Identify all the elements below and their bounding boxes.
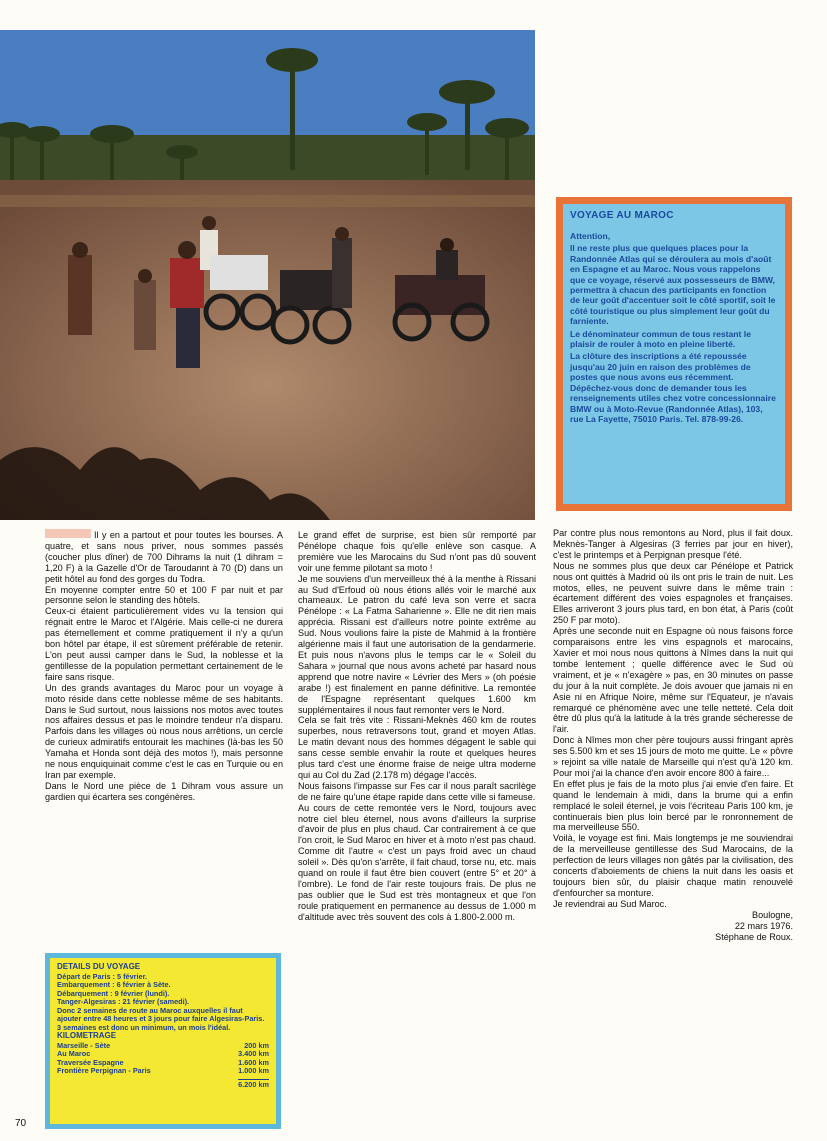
- details-line: Débarquement : 9 février (lundi).: [57, 988, 170, 998]
- details-line: Tanger-Algesiras : 21 février (samedi).: [57, 997, 190, 1006]
- photo-illustration: [0, 30, 535, 520]
- desert-ground: [0, 180, 535, 520]
- article-paragraph: Le grand effet de surprise, est bien sûr remporté par Pénélope chaque fois qu'elle enlève son casque. A première vue les Marocains du Sud n'ont pas dû souvent voir une femme pilotant sa moto !: [298, 530, 536, 573]
- details-line: 3 semaines est donc un minimum, un mois l'idéal.: [57, 1022, 231, 1032]
- article-paragraph: Dans le Nord une pièce de 1 Dihram vous assure un gardien qui écartera ses congénères.: [45, 780, 283, 802]
- km-value: 200 km: [244, 1040, 269, 1050]
- voyage-box-paragraph: La clôture des inscriptions a été repoussée jusqu'au 20 juin en raison des problèmes de postes que nous avons eus récemment. Dépêchez-vous donc de demander tous les renseignements utiles chez votre concessionnaire BMW ou à Moto-Revue (Randonnée Atlas), 103, rue La Fayette, 75010 Paris. Tel. 878-99-26.: [570, 351, 776, 424]
- voyage-box-title: VOYAGE AU MAROC: [570, 210, 674, 221]
- km-total-row: [57, 1079, 269, 1090]
- article-column-1: [45, 529, 283, 803]
- article-paragraph: En effet plus je fais de la moto plus j'ai envie d'en faire. Et quand le lendemain à midi, dans la brume qui a enfin remplacé le soleil éternel, je vois l'écriteau Paris 100 km, je continuerais bien plus loin bercé par le ronronnement de ma merveilleuse 550.: [553, 778, 793, 833]
- kilometrage-title: KILOMETRAGE: [57, 1031, 117, 1040]
- article-paragraph: Ceux-ci étaient particulièrement vides vu la tension qui régnait entre le Maroc et l'Algérie. Mais celle-ci ne durera pas éternellement et comme pratiquement il n'y a qu'un bon hôtel par étape, il est sûrement préférable de retenir. L'on peut aussi camper dans le Sud, la noblesse et la gentillesse de la population permettant certainement de le faire sans risque.: [45, 606, 283, 682]
- details-line: Départ de Paris : 5 février.: [57, 971, 148, 981]
- km-label: Au Maroc: [57, 1049, 91, 1058]
- signature-place: Boulogne,: [752, 909, 793, 920]
- article-column-3: [553, 528, 793, 942]
- voyage-box-paragraph: Il ne reste plus que quelques places pour la Randonnée Atlas qui se déroulera au mois d'août en Espagne et au Maroc. Nous vous rappelons que ce voyage, réservé aux possesseurs de BMW, permettra à chacun des participants en fonction de leur goût d'accentuer soit le côté sportif, soit le côté touristique ou plus simplement leur goût du farniente.: [570, 243, 776, 327]
- article-paragraph: Voilà, le voyage est fini. Mais longtemps je me souviendrai de la merveilleuse gentillesse des Sud Marocains, de la perfection de leurs villages non gâtés par la civilisation, des concerts d'aboiements de chiens la nuit dans les oasis et toujours bien sûr, du plaisir chaque matin renouvelé d'enfourcher sa monture.: [553, 833, 793, 898]
- details-box-title: DETAILS DU VOYAGE: [57, 962, 141, 971]
- km-value: 1.000 km: [238, 1066, 269, 1075]
- article-paragraph: Donc à Nîmes mon cher père toujours aussi fringant après ses 5.500 km et ses 15 jours de moto me quitte. Le « pôvre » rejoint sa ville natale de Marseille qui n'est qu'à 120 km. Pour moi j'ai la chance d'en avoir encore 800 à faire...: [553, 735, 793, 778]
- highlight-mark: [45, 529, 91, 538]
- article-paragraph: Nous faisons l'impasse sur Fes car il nous paraît sacrilège de ne faire qu'une étape rapide dans cette ville si fameuse.: [298, 780, 536, 802]
- page-number: 70: [15, 1118, 27, 1129]
- voyage-box-paragraph: Attention,: [570, 231, 611, 241]
- voyage-box-paragraph: Le dénominateur commun de tous restant le plaisir de rouler à moto en pleine liberté.: [570, 328, 751, 350]
- km-label: Marseille - Sète: [57, 1040, 111, 1050]
- km-value: 3.400 km: [238, 1049, 269, 1058]
- article-paragraph: Nous ne sommes plus que deux car Pénélope et Patrick nous ont quittés à Madrid où ils ont pris le train de nuit. Les motos, elles, ne peuvent suivre dans le même train : écartement différent des voies espagnoles et françaises. Elles arriveront 3 jours plus tard, en bon état, à Paris (coût 250 F par moto).: [553, 560, 793, 626]
- details-line: Embarquement : 6 février à Sète.: [57, 980, 171, 989]
- photo-moroccan-desert-motorcycles: [0, 30, 535, 520]
- article-paragraph: Au cours de cette remontée vers le Nord, toujours avec notre ciel bleu éternel, nous avons d'ailleurs la surprise d'avoir de plus en plus chaud. Car contrairement à ce que l'on croit, le Sud Maroc en hiver et à moto n'est pas chaud. Comme dit l'autre « c'est un pays froid avec un chaud soleil ». Dès qu'on s'arrête, il fait chaud, torse nu, etc. mais quand on roule il faut être bien couvert (entre 5° et 20° à l'ombre). Le fond de l'air reste toujours frais. De plus ne pas oublier que le Sud est très montagneux et que l'on roule pratiquement en permanence au dessus de 1.000 m d'altitude avec très souvent des cols à 1.800-2.000 m.: [298, 802, 536, 922]
- details-line: Donc 2 semaines de route au Maroc auxquelles il faut ajouter entre 48 heures et 3 jours pour faire Algesiras-Paris.: [57, 1005, 265, 1023]
- km-total: 6.200 km: [238, 1079, 269, 1089]
- details-du-voyage-box: [45, 953, 281, 1129]
- article-paragraph: Un des grands avantages du Maroc pour un voyage à moto réside dans cette noblesse même de ses habitants. Dans le Sud surtout, nous laissions nos motos avec toutes nos affaires dessus et pas le moindre tendeur n'a disparu. Parfois dans les villages où nous nous arrêtions, un cercle de curieux admiratifs entourait les machines (là-bas les 50 Yamaha et Honda sont déjà des motos !), mais personne ne nous enquiquinait comme c'est le cas en Turquie ou en Iran par exemple.: [45, 682, 283, 780]
- km-value: 1.600 km: [238, 1057, 269, 1067]
- article-column-2: [298, 530, 536, 923]
- article-paragraph: Par contre plus nous remontons au Nord, plus il fait doux. Meknès-Tanger à Algesiras (3 ferries par jour en hiver), c'est le printemps et à Perpignan presque l'été.: [553, 528, 793, 560]
- article-paragraph: Cela se fait très vite : Rissani-Meknès 460 km de routes superbes, nous retraversons tout, grand et moyen Atlas. Le matin devant nous des hommes dégagent le sable qui sans cesse semble envahir la route et quelques heures plus tard c'est une énorme fraise de neige ultra moderne qui au Col du Zad (2.178 m) dégage l'accès.: [298, 715, 536, 780]
- article-paragraph: Après une seconde nuit en Espagne où nous faisons force comparaisons entre les vins espagnols et marocains, Xavier et moi nous nous quittons à Nîmes dans la nuit qui tombe lentement ; quelle différence avec le Sud où vraiment, et je « n'exagère » pas, en 30 minutes on passe du jour à la nuit complète. Je dois avouer que jamais ni en Asie ni en Afrique Noire, même sur l'Equateur, je n'avais remarqué ce phénomène avec une telle netteté. Cela doit être dû plus qu'à la latitude à la très grande sécheresse de l'air.: [553, 626, 793, 735]
- article-paragraph: En moyenne compter entre 50 et 100 F par nuit et par personne selon le standing des hôtels.: [45, 584, 283, 606]
- signature-author: Stéphane de Roux.: [715, 931, 793, 942]
- km-label: Traversée Espagne: [57, 1057, 124, 1067]
- voyage-au-maroc-box: [556, 197, 792, 511]
- km-label: Frontière Perpignan - Paris: [57, 1066, 151, 1075]
- article-text: Il y en a partout et pour toutes les bourses. A quatre, et sans nous priver, nous sommes passés (coucher plus dîner) de 700 Dihrams la nuit (1 dihram = 1,20 F) à la Gazelle d'Or de Taroudannt à 70 (D) dans un petit hôtel au fond des gorges du Todra.: [45, 530, 283, 584]
- article-paragraph: [45, 529, 283, 585]
- km-row: [57, 1067, 269, 1076]
- signature-date: 22 mars 1976.: [734, 920, 793, 931]
- article-paragraph: Je reviendrai au Sud Maroc.: [553, 898, 667, 909]
- article-paragraph: Je me souviens d'un merveilleux thé à la menthe à Rissani au Sud d'Erfoud où nous étions allés voir le marché aux chameaux. Le patron du café leva son verre et sacra Pénélope : « La Fatma Saharienne ». Elle ne dit rien mais apprécia. Rissani est d'ailleurs notre pointe extrême au Sud. Nous voulions faire la piste de Mahmid à la frontière algérienne mais il faut une autorisation de la gendarmerie. Et puis nous n'avons plus le temps car le « Soleil du Sahara » journal que nous avons acheté par hasard nous apprend que notre navire « Lévrier des Mers » (oh poésie arabe !) est finalement en panne définitive. La remontée de l'Espagne représentant quelques 1.600 km supplémentaires il nous faut remonter vers le Nord.: [298, 573, 536, 715]
